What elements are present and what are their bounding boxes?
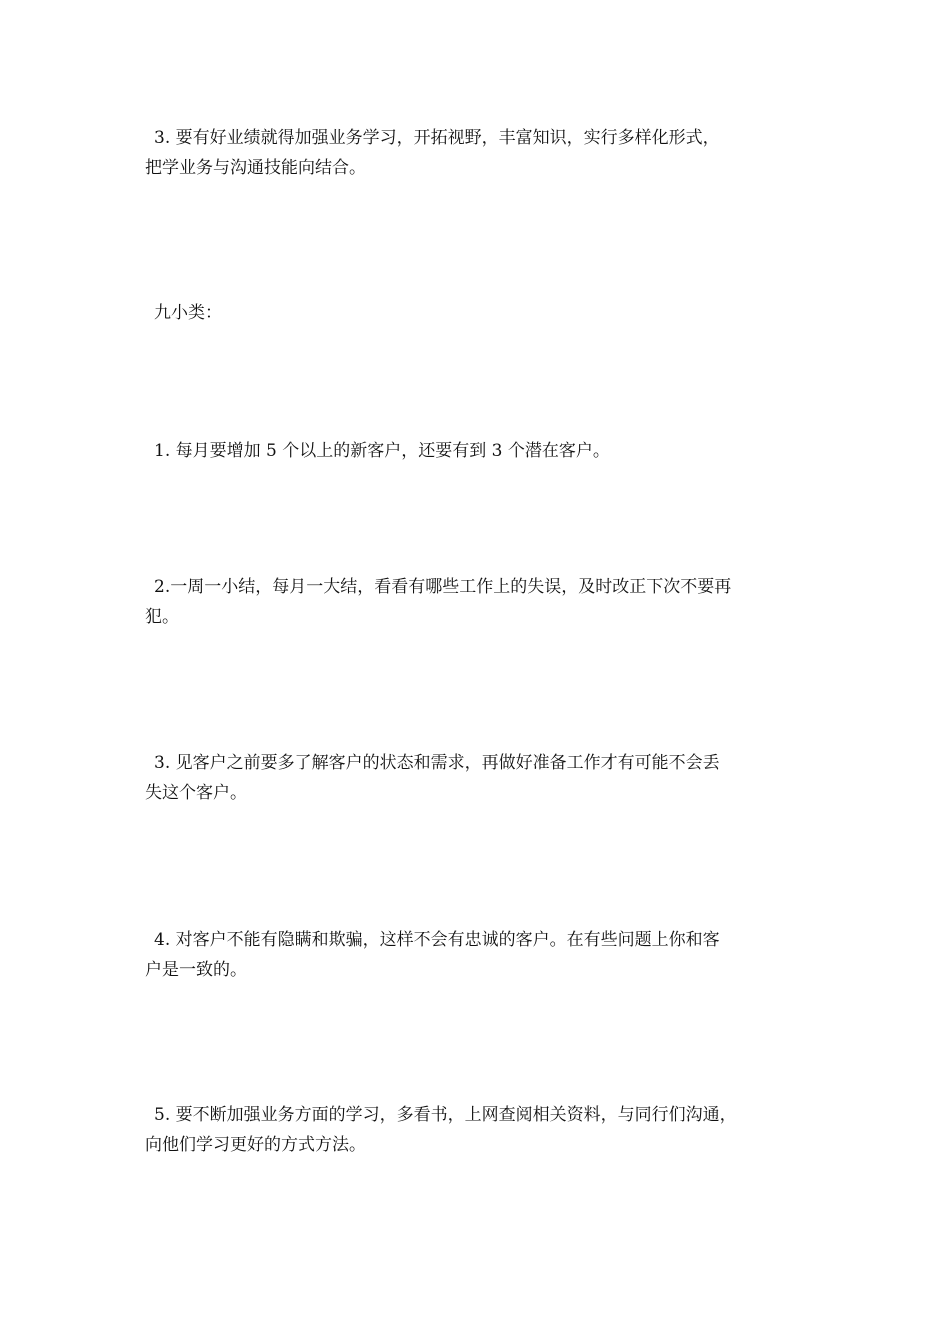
paragraph-item-4 bbox=[145, 925, 815, 985]
paragraph-line: 2.一周一小结，每月一大结，看看有哪些工作上的失误，及时改正下次不要再 bbox=[154, 577, 732, 597]
section-heading bbox=[145, 298, 815, 328]
paragraph-item-3-learning bbox=[145, 123, 815, 183]
paragraph-line: 犯。 bbox=[145, 607, 179, 627]
paragraph-line: 3. 见客户之前要多了解客户的状态和需求，再做好准备工作才有可能不会丢 bbox=[154, 753, 720, 773]
paragraph-line: 失这个客户。 bbox=[145, 783, 247, 803]
paragraph-line: 4. 对客户不能有隐瞒和欺骗，这样不会有忠诚的客户。在有些问题上你和客 bbox=[154, 930, 720, 950]
section-heading-text: 九小类： bbox=[154, 303, 222, 323]
paragraph-item-3 bbox=[145, 748, 815, 808]
paragraph-item-2 bbox=[145, 572, 815, 632]
paragraph-line: 把学业务与沟通技能向结合。 bbox=[145, 158, 366, 178]
paragraph-line: 3. 要有好业绩就得加强业务学习，开拓视野，丰富知识，实行多样化形式， bbox=[154, 128, 720, 148]
paragraph-line: 5. 要不断加强业务方面的学习，多看书，上网查阅相关资料，与同行们沟通， bbox=[154, 1105, 737, 1125]
paragraph-item-1 bbox=[145, 436, 815, 466]
paragraph-line: 户是一致的。 bbox=[145, 960, 247, 980]
paragraph-line: 向他们学习更好的方式方法。 bbox=[145, 1135, 366, 1155]
paragraph-item-5 bbox=[145, 1100, 815, 1160]
paragraph-line: 1. 每月要增加 5 个以上的新客户，还要有到 3 个潜在客户。 bbox=[154, 441, 610, 461]
